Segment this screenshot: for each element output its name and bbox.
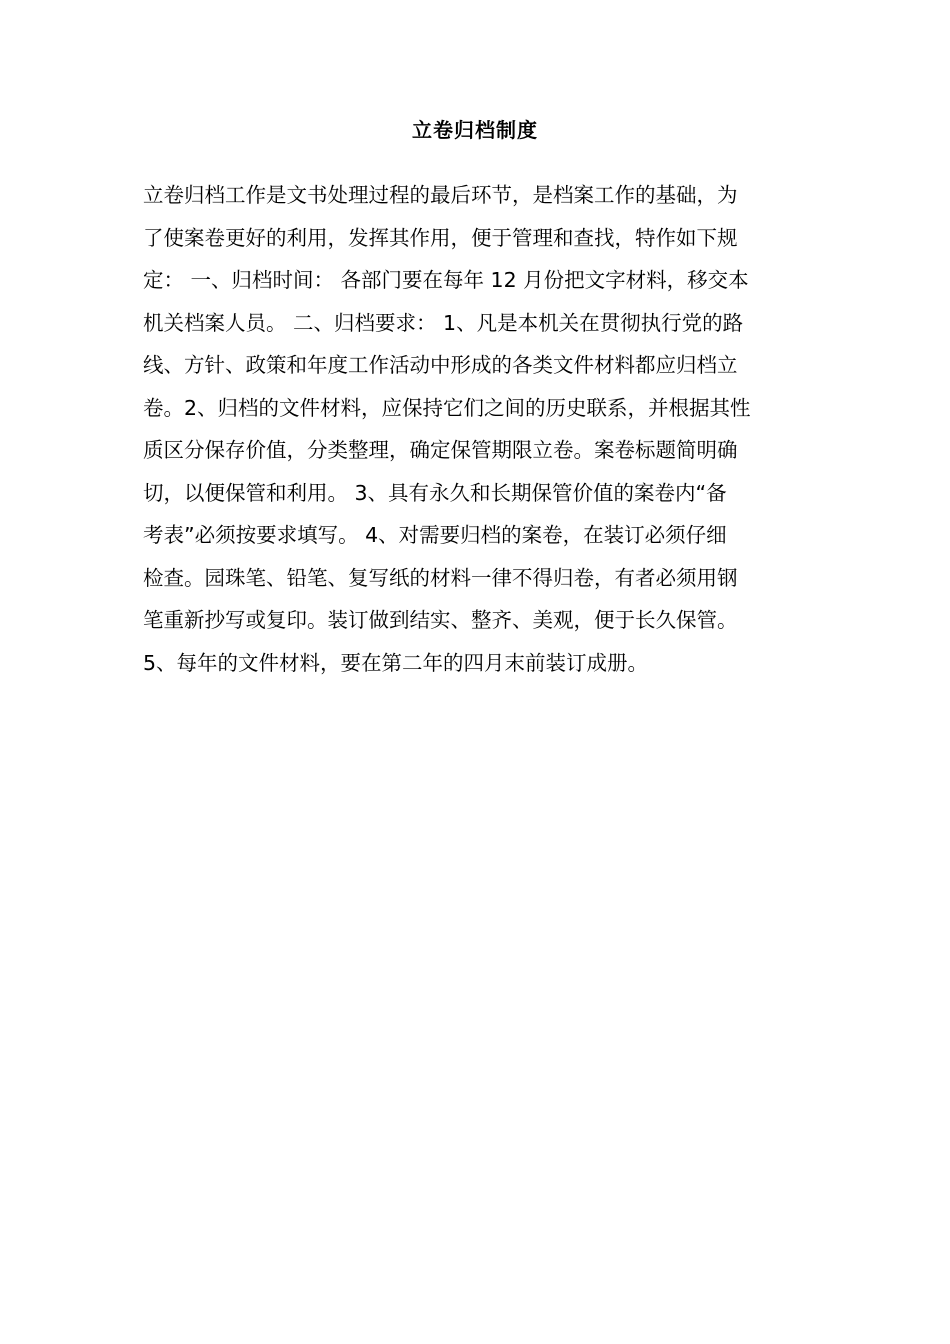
body-line: 笔重新抄写或复印。装订做到结实、整齐、美观，便于长久保管。 (143, 608, 738, 632)
document-body (143, 174, 813, 684)
body-line: 5、每年的文件材料，要在第二年的四月末前装订成册。 (143, 650, 649, 675)
body-line: 检查。园珠笔、铅笔、复写纸的材料一律不得归卷，有者必须用钢 (143, 565, 738, 590)
body-line: 了使案卷更好的利用，发挥其作用，便于管理和查找，特作如下规 (143, 225, 738, 250)
body-line: 卷。2、归档的文件材料，应保持它们之间的历史联系，并根据其性 (143, 395, 751, 420)
body-line: 考表”必须按要求填写。 4、对需要归档的案卷，在装订必须仔细 (143, 523, 727, 547)
body-line: 切，以便保管和利用。 3、具有永久和长期保管价值的案卷内“备 (143, 480, 727, 505)
body-line: 立卷归档工作是文书处理过程的最后环节，是档案工作的基础，为 (143, 183, 738, 207)
body-line: 机关档案人员。 二、归档要求： 1、凡是本机关在贯彻执行党的路 (143, 310, 744, 335)
body-line: 定： 一、归档时间： 各部门要在每年 12 月份把文字材料，移交本 (143, 268, 749, 292)
body-line: 线、方针、政策和年度工作活动中形成的各类文件材料都应归档立 (143, 353, 738, 377)
body-line: 质区分保存价值，分类整理，确定保管期限立卷。案卷标题简明确 (143, 438, 738, 462)
document-title: 立卷归档制度 (412, 118, 538, 142)
